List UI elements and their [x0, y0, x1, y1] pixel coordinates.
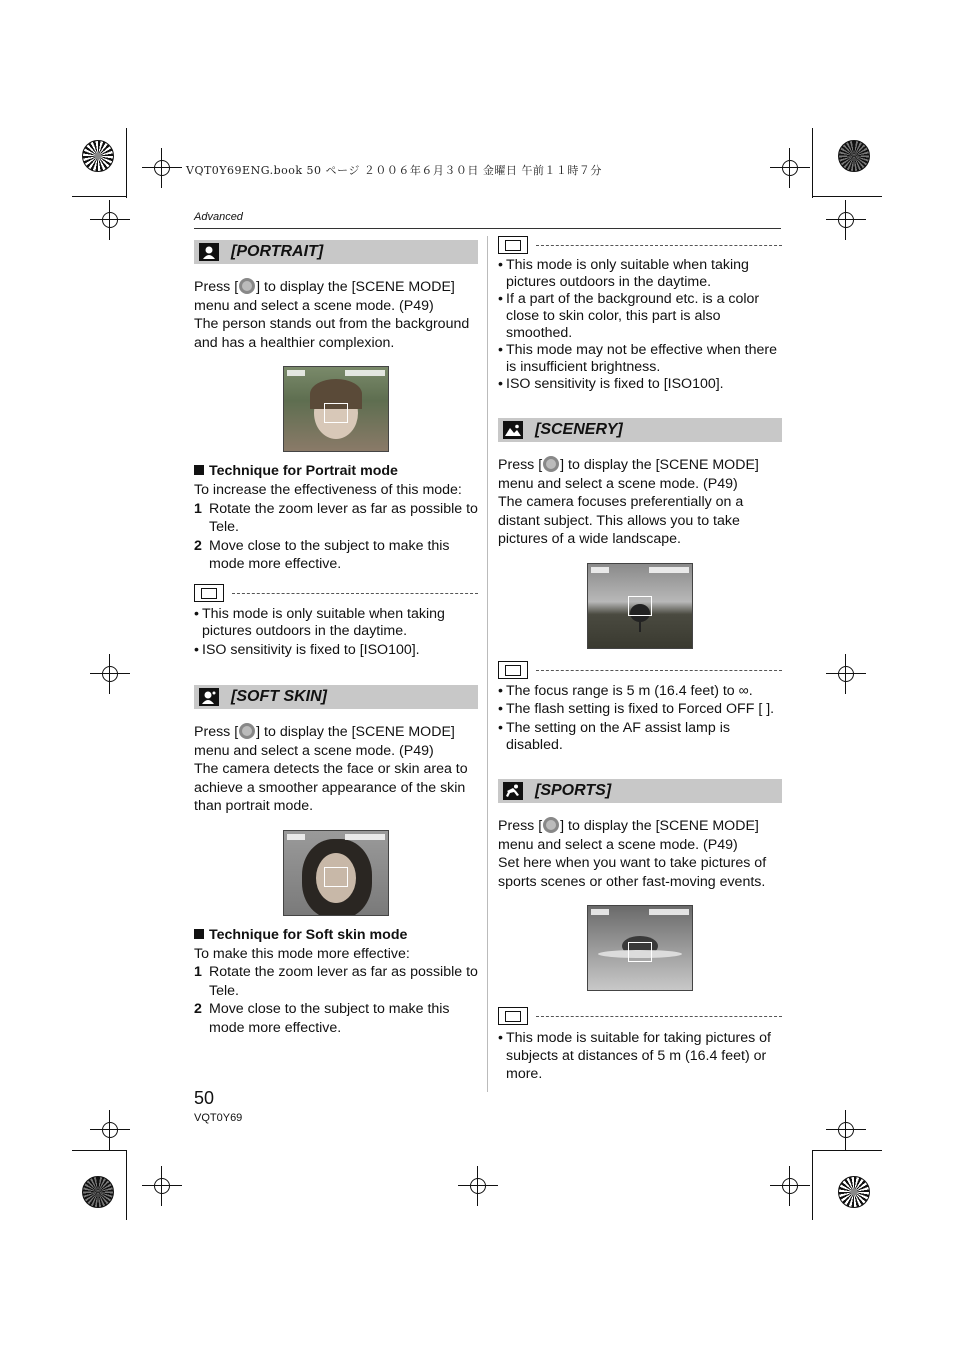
registration-mark-top-right — [812, 128, 892, 198]
menu-set-icon — [543, 817, 559, 833]
section-label: Advanced — [194, 211, 243, 223]
lcd-indicators-left — [287, 834, 305, 840]
registration-mark-top-left — [72, 128, 152, 198]
scenery-description: The camera focuses preferentially on a distant subject. This allows you to take pictures of a wide landscape. — [498, 494, 744, 548]
soft-skin-icon — [199, 688, 219, 706]
sports-intro: Press [ ] to display the [SCENE MODE] menu and select a scene mode. (P49) — [498, 817, 759, 853]
scenery-intro: Press [ ] to display the [SCENE MODE] menu and select a scene mode. (P49) — [498, 457, 759, 492]
portrait-intro: Press [ ] to display the [SCENE MODE] menu and select a scene mode. (P49) — [194, 279, 455, 314]
menu-set-icon — [239, 278, 255, 294]
square-bullet-icon — [194, 465, 204, 475]
crosshair-right-upper — [826, 200, 866, 240]
crosshair-right-middle — [826, 654, 866, 694]
portrait-header — [194, 240, 478, 264]
square-bullet-icon — [194, 929, 204, 939]
header-rule — [194, 228, 781, 229]
note-icon — [194, 584, 224, 602]
soft-skin-note: • If a part of the background etc. is a color close to skin color, this part is also smoothed. — [498, 291, 782, 342]
right-column — [498, 236, 782, 1083]
portrait-screen-image — [283, 366, 389, 452]
menu-set-icon — [239, 723, 255, 739]
crosshair-right-lower — [826, 1110, 866, 1150]
crosshair-top-right — [770, 148, 810, 188]
crosshair-bottom-right — [770, 1166, 810, 1206]
sports-screen-image — [587, 905, 693, 991]
af-frame — [324, 867, 348, 887]
scenery-header — [498, 418, 782, 442]
note-icon — [498, 1007, 528, 1025]
note-divider — [194, 584, 478, 602]
lcd-indicators-left — [591, 909, 609, 915]
af-frame — [324, 403, 348, 423]
registration-mark-bottom-right — [812, 1150, 892, 1220]
soft-skin-title: [SOFT SKIN] — [231, 687, 327, 705]
lcd-indicators-right — [649, 909, 689, 915]
soft-skin-screen-image — [283, 830, 389, 916]
crosshair-left-middle — [90, 654, 130, 694]
column-divider — [487, 236, 488, 1092]
soft-skin-step: 1 Rotate the zoom lever as far as possible to Tele. — [194, 964, 478, 999]
scenery-note: • The focus range is 5 m (16.4 feet) to ∞. — [498, 683, 782, 700]
portrait-icon — [199, 243, 219, 261]
soft-skin-technique-title: Technique for Soft skin mode — [194, 926, 478, 945]
crosshair-left-lower — [90, 1110, 130, 1150]
af-frame — [628, 596, 652, 616]
soft-skin-note: • ISO sensitivity is fixed to [ISO100]. — [498, 376, 782, 393]
portrait-step: 1 Rotate the zoom lever as far as possible to Tele. — [194, 500, 478, 536]
sports-title: [SPORTS] — [535, 781, 612, 799]
note-divider — [498, 1007, 782, 1025]
scenery-note: • The setting on the AF assist lamp is disabled. — [498, 720, 782, 754]
soft-skin-technique-lead: To make this mode more effective: — [194, 945, 410, 962]
crosshair-bottom-left — [142, 1166, 182, 1206]
scenery-screen-image — [587, 563, 693, 649]
scenery-icon — [503, 421, 523, 439]
portrait-description: The person stands out from the background and has a healthier complexion. — [194, 316, 470, 351]
sports-header — [498, 779, 782, 803]
portrait-technique-title: Technique for Portrait mode — [194, 462, 478, 481]
soft-skin-header — [194, 685, 478, 709]
document-code: VQT0Y69 — [194, 1112, 243, 1124]
soft-skin-note: • This mode is only suitable when taking pictures outdoors in the daytime. — [498, 257, 782, 291]
sports-note: • This mode is suitable for taking pictures of subjects at distances of 5 m (16.4 feet) or more. — [498, 1029, 782, 1083]
lcd-indicators-left — [287, 370, 305, 376]
sports-icon — [503, 782, 523, 800]
note-icon — [498, 661, 528, 679]
note-divider — [498, 661, 782, 679]
lcd-indicators-right — [345, 370, 385, 376]
lcd-indicators-right — [649, 567, 689, 573]
portrait-title: [PORTRAIT] — [231, 243, 324, 260]
sports-description: Set here when you want to take pictures of sports scenes or other fast-moving events. — [498, 855, 767, 890]
print-info-line: VQT0Y69ENG.book 50 ページ ２００６年６月３０日 金曜日 午前１１時７分 — [186, 164, 602, 177]
portrait-step: 2 Move close to the subject to make this mode more effective. — [194, 537, 450, 573]
lcd-indicators-left — [591, 567, 609, 573]
registration-mark-bottom-left — [72, 1150, 152, 1220]
note-divider — [498, 236, 782, 254]
portrait-note: • ISO sensitivity is fixed to [ISO100]. — [194, 642, 478, 659]
lcd-indicators-right — [345, 834, 385, 840]
soft-skin-intro: Press [ ] to display the [SCENE MODE] menu and select a scene mode. (P49) — [194, 723, 455, 759]
scenery-note: • The flash setting is fixed to Forced OFF [ ]. — [498, 701, 782, 718]
soft-skin-note: • This mode may not be effective when there is insufficient brightness. — [498, 342, 782, 376]
menu-set-icon — [543, 456, 559, 472]
portrait-technique-lead: To increase the effectiveness of this mode: — [194, 481, 462, 498]
scenery-title: [SCENERY] — [535, 421, 623, 438]
soft-skin-description: The camera detects the face or skin area to achieve a smoother appearance of the skin than portrait mode. — [194, 761, 468, 815]
portrait-note: • This mode is only suitable when taking pictures outdoors in the daytime. — [194, 606, 478, 640]
soft-skin-step: 2 Move close to the subject to make this mode more effective. — [194, 1001, 450, 1036]
crosshair-top-left — [142, 148, 182, 188]
crosshair-bottom-center — [458, 1166, 498, 1206]
crosshair-left-upper — [90, 200, 130, 240]
af-frame — [628, 942, 652, 962]
note-icon — [498, 236, 528, 254]
left-column — [194, 240, 478, 1037]
page-number: 50 — [194, 1088, 215, 1108]
